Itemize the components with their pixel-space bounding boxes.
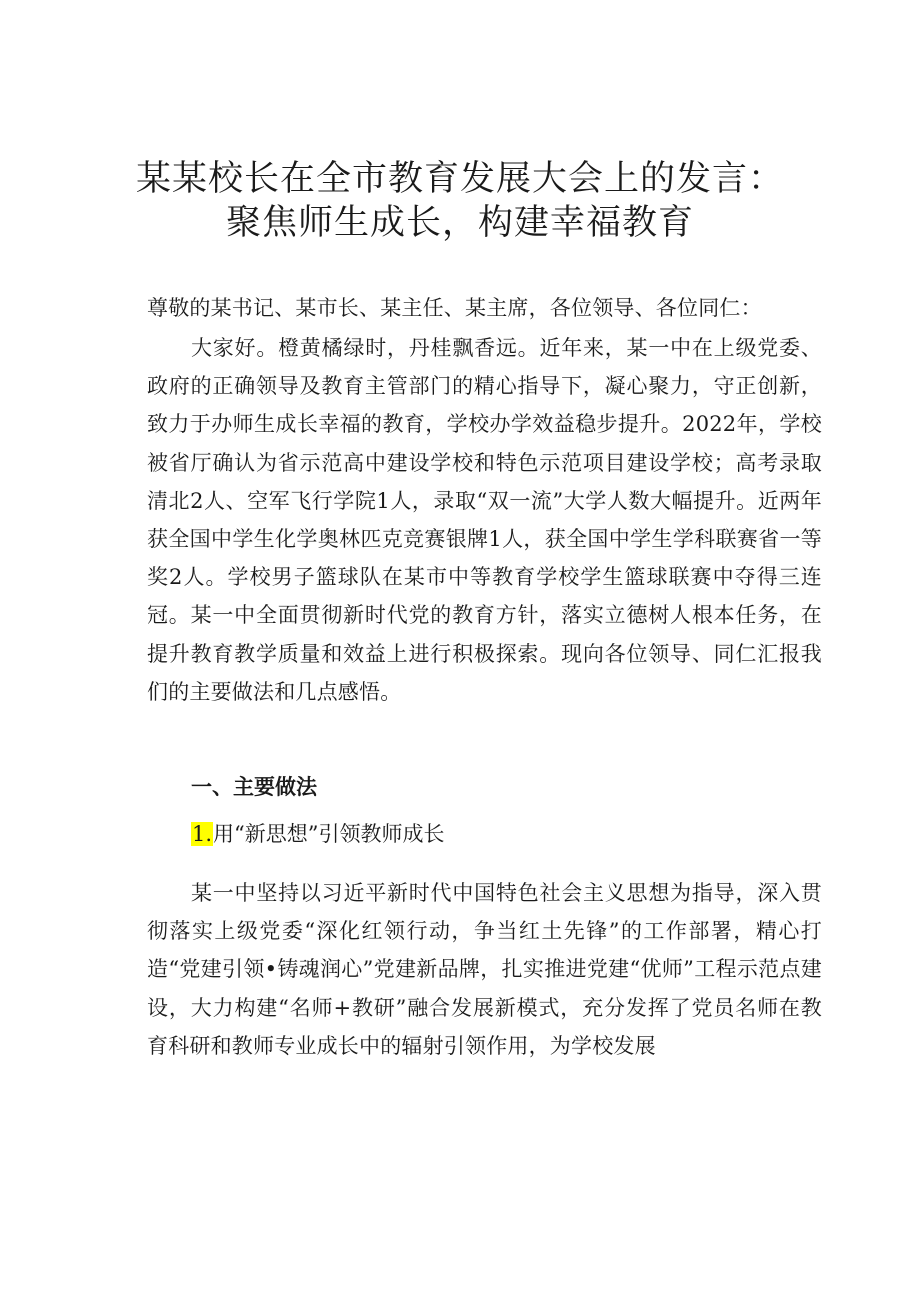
- document-title-line-2: 聚焦师生成长，构建幸福教育: [225, 203, 694, 243]
- body-paragraph-new-thought: 某一中坚持以习近平新时代中国特色社会主义思想为指导，深入贯彻落实上级党委“深化红领行动，争当红土先锋”的工作部署，精心打造“党建引领•铸魂润心”党建新品牌，扎实推进党建“优师”工程示范点建设，大力构建“名师+教研”融合发展新模式，充分发挥了党员名师在教育科研和教师专业成长中的辐射引领作用，为学校发展: [147, 881, 822, 1058]
- body-paragraph-intro: 大家好。橙黄橘绿时，丹桂飘香远。近年来，某一中在上级党委、政府的正确领导及教育主管部门的精心指导下，凝心聚力，守正创新，致力于办师生成长幸福的教育，学校办学效益稳步提升。2022年，学校被省厅确认为省示范高中建设学校和特色示范项目建设学校；高考录取清北2人、空军飞行学院1人，录取“双一流”大学人数大幅提升。近两年获全国中学生化学奥林匹克竞赛银牌1人，获全国中学生学科联赛省一等奖2人。学校男子篮球队在某市中等教育学校学生篮球联赛中夺得三连冠。某一中全面贯彻新时代党的教育方针，落实立德树人根本任务，在提升教育教学质量和效益上进行积极探索。现向各位领导、同仁汇报我们的主要做法和几点感悟。: [147, 336, 822, 704]
- section-heading-main-practices: 一、主要做法: [191, 775, 317, 799]
- subsection-number-highlighted: 1.: [192, 822, 213, 846]
- document-title-line-1: 某某校长在全市教育发展大会上的发言：: [135, 159, 784, 199]
- subsection-heading: [191, 818, 445, 850]
- salutation: 尊敬的某书记、某市长、某主任、某主席，各位领导、各位同仁：: [147, 296, 762, 320]
- subsection-title: 用“新思想”引领教师成长: [213, 822, 445, 846]
